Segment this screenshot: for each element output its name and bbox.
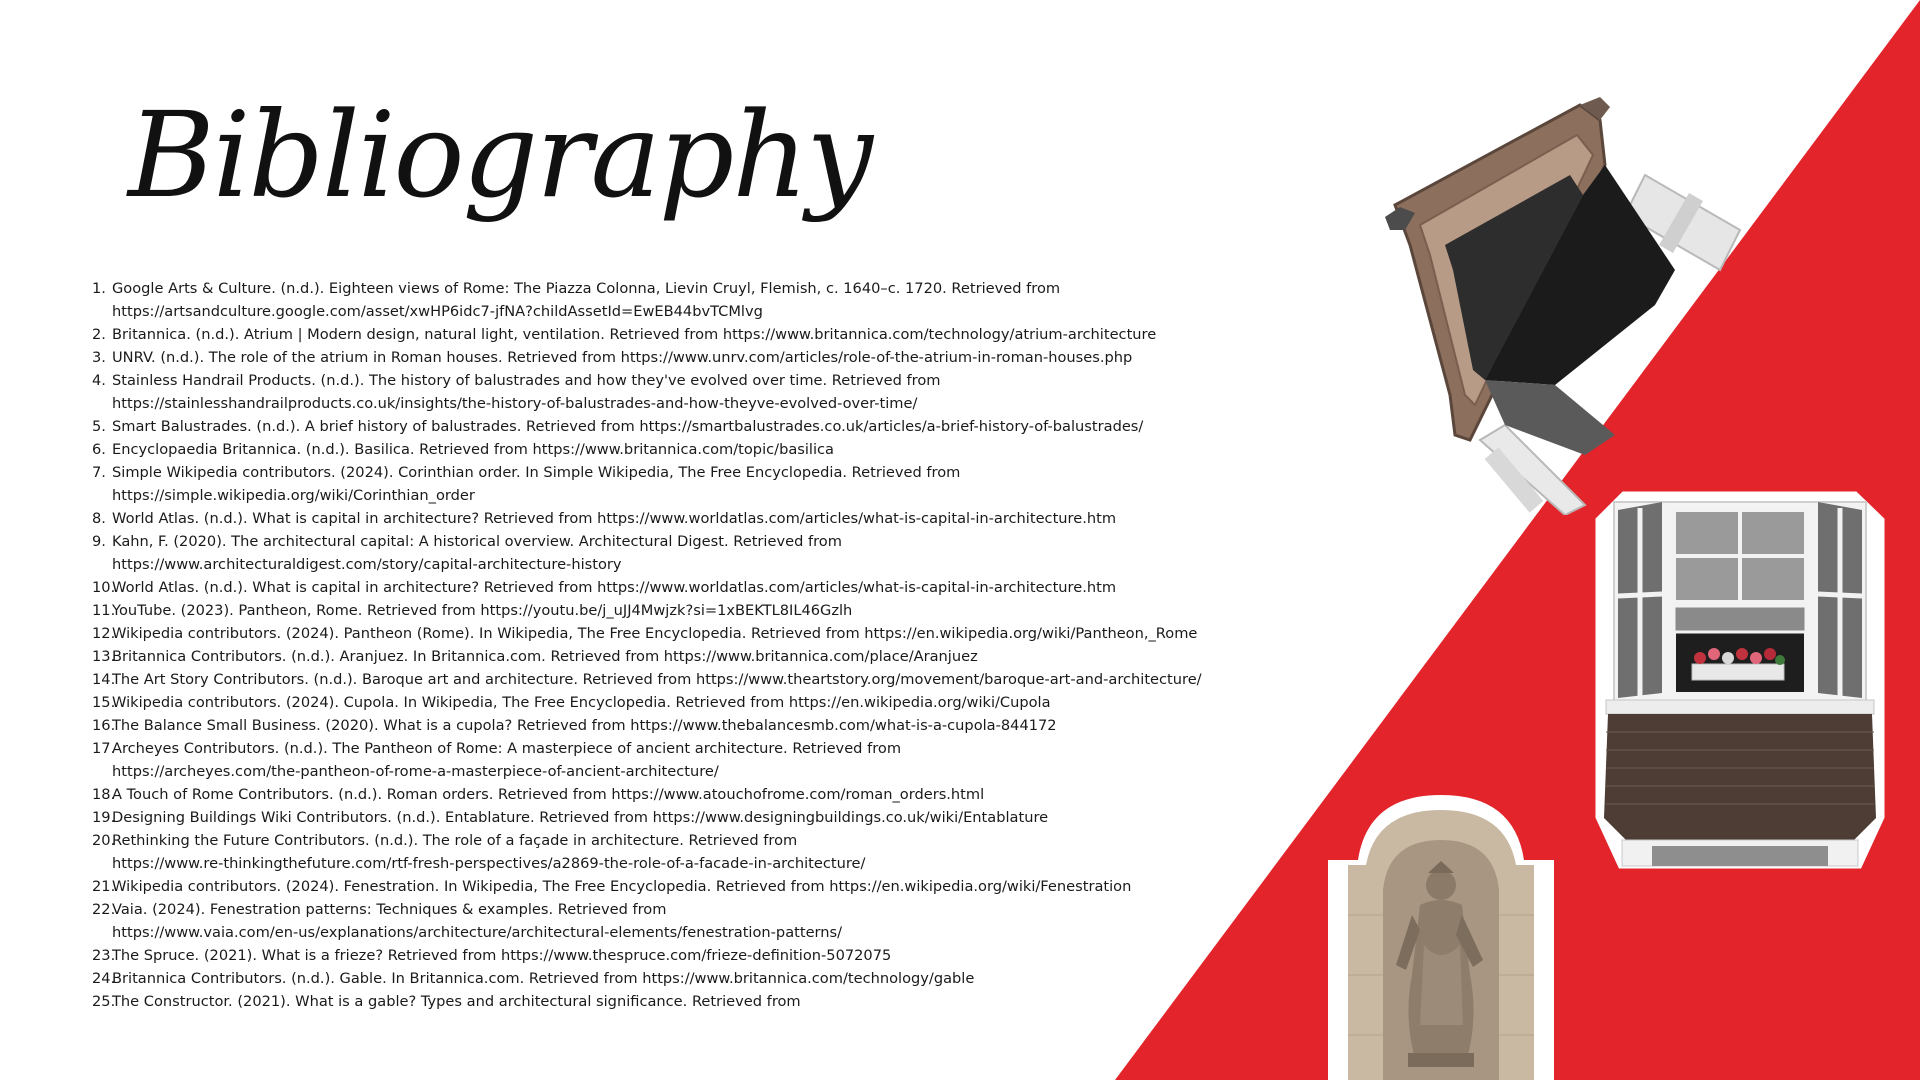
reference-number: 12.	[92, 625, 116, 642]
reference-item	[92, 967, 1252, 990]
reference-item	[92, 576, 1252, 599]
bay-window-photo	[1592, 488, 1888, 874]
reference-item	[92, 415, 1252, 438]
reference-text: The Art Story Contributors. (n.d.). Baroque art and architecture. Retrieved from https://www.theartstory.org/movement/baroque-art-and-architecture/	[112, 671, 1202, 688]
bibliography-list	[92, 277, 1252, 1013]
reference-text: Britannica Contributors. (n.d.). Aranjuez. In Britannica.com. Retrieved from https://www.britannica.com/place/Aranjuez	[112, 648, 978, 665]
reference-text: UNRV. (n.d.). The role of the atrium in Roman houses. Retrieved from https://www.unrv.com/articles/role-of-the-atrium-in-roman-houses.php	[112, 349, 1133, 366]
reference-text: Encyclopaedia Britannica. (n.d.). Basilica. Retrieved from https://www.britannica.com/topic/basilica	[112, 441, 835, 458]
reference-text: Wikipedia contributors. (2024). Pantheon (Rome). In Wikipedia, The Free Encyclopedia. Retrieved from https://en.wikipedia.org/wiki/Pantheon,_Rome	[112, 625, 1198, 642]
reference-number: 16.	[92, 717, 116, 734]
reference-number: 23.	[92, 947, 116, 964]
reference-url[interactable]: https://simple.wikipedia.org/wiki/Corinthian_order	[112, 487, 475, 504]
reference-item	[92, 369, 1252, 415]
reference-number: 6.	[92, 441, 106, 458]
reference-number: 8.	[92, 510, 106, 527]
reference-number: 15.	[92, 694, 116, 711]
reference-url[interactable]: https://artsandculture.google.com/asset/xwHP6idc7-jfNA?childAssetId=EwEB44bvTCMlvg	[112, 303, 763, 320]
reference-text: Britannica Contributors. (n.d.). Gable. In Britannica.com. Retrieved from https://www.britannica.com/technology/gable	[112, 970, 975, 987]
reference-item	[92, 691, 1252, 714]
reference-item	[92, 346, 1252, 369]
statue-niche-photo	[1328, 795, 1554, 1080]
reference-url[interactable]: https://stainlesshandrailproducts.co.uk/insights/the-history-of-balustrades-and-how-theyve-evolved-over-time/	[112, 395, 918, 412]
reference-number: 17.	[92, 740, 116, 757]
reference-text: Rethinking the Future Contributors. (n.d.). The role of a façade in architecture. Retrieved from	[112, 832, 798, 849]
reference-text: YouTube. (2023). Pantheon, Rome. Retrieved from https://youtu.be/j_uJJ4Mwjzk?si=1xBEKTL8IL46Gzlh	[112, 602, 853, 619]
reference-item	[92, 875, 1252, 898]
reference-text: The Balance Small Business. (2020). What is a cupola? Retrieved from https://www.thebalancesmb.com/what-is-a-cupola-844172	[112, 717, 1057, 734]
reference-url[interactable]: https://www.re-thinkingthefuture.com/rtf-fresh-perspectives/a2869-the-role-of-a-facade-in-architecture/	[112, 855, 866, 872]
reference-item	[92, 898, 1252, 944]
reference-text: The Constructor. (2021). What is a gable? Types and architectural significance. Retrieved from	[112, 993, 801, 1010]
reference-number: 13.	[92, 648, 116, 665]
page-title: Bibliography	[128, 86, 871, 224]
reference-text: Vaia. (2024). Fenestration patterns: Techniques & examples. Retrieved from	[112, 901, 667, 918]
reference-item	[92, 806, 1252, 829]
reference-number: 7.	[92, 464, 106, 481]
reference-item	[92, 277, 1252, 323]
reference-text: World Atlas. (n.d.). What is capital in architecture? Retrieved from https://www.worldatlas.com/articles/what-is-capital-in-architecture.htm	[112, 510, 1117, 527]
reference-url[interactable]: https://archeyes.com/the-pantheon-of-rome-a-masterpiece-of-ancient-architecture/	[112, 763, 719, 780]
reference-number: 25.	[92, 993, 116, 1010]
reference-item	[92, 829, 1252, 875]
reference-number: 4.	[92, 372, 106, 389]
reference-item	[92, 714, 1252, 737]
reference-url[interactable]: https://www.vaia.com/en-us/explanations/architecture/architectural-elements/fenestration-patterns/	[112, 924, 843, 941]
reference-number: 19.	[92, 809, 116, 826]
reference-number: 10.	[92, 579, 116, 596]
reference-item	[92, 599, 1252, 622]
reference-number: 11.	[92, 602, 116, 619]
reference-item	[92, 645, 1252, 668]
reference-number: 22.	[92, 901, 116, 918]
reference-text: Wikipedia contributors. (2024). Fenestration. In Wikipedia, The Free Encyclopedia. Retrieved from https://en.wikipedia.org/wiki/Fenestration	[112, 878, 1132, 895]
reference-text: Kahn, F. (2020). The architectural capital: A historical overview. Architectural Digest. Retrieved from	[112, 533, 842, 550]
reference-item	[92, 783, 1252, 806]
reference-item	[92, 668, 1252, 691]
reference-item	[92, 461, 1252, 507]
reference-text: World Atlas. (n.d.). What is capital in architecture? Retrieved from https://www.worldatlas.com/articles/what-is-capital-in-architecture.htm	[112, 579, 1117, 596]
reference-item	[92, 737, 1252, 783]
gable-photo	[1355, 95, 1755, 515]
reference-number: 9.	[92, 533, 106, 550]
reference-item	[92, 507, 1252, 530]
reference-item	[92, 438, 1252, 461]
reference-text: Archeyes Contributors. (n.d.). The Pantheon of Rome: A masterpiece of ancient architecture. Retrieved from	[112, 740, 902, 757]
reference-number: 5.	[92, 418, 106, 435]
reference-text: Stainless Handrail Products. (n.d.). The history of balustrades and how they've evolved over time. Retrieved from	[112, 372, 941, 389]
reference-text: Designing Buildings Wiki Contributors. (n.d.). Entablature. Retrieved from https://www.designingbuildings.co.uk/wiki/Entablature	[112, 809, 1049, 826]
reference-text: Smart Balustrades. (n.d.). A brief history of balustrades. Retrieved from https://smartbalustrades.co.uk/articles/a-brief-history-of-balustrades/	[112, 418, 1144, 435]
reference-number: 1.	[92, 280, 106, 297]
reference-number: 24.	[92, 970, 116, 987]
reference-text: Simple Wikipedia contributors. (2024). Corinthian order. In Simple Wikipedia, The Free Encyclopedia. Retrieved from	[112, 464, 961, 481]
flower-box	[1692, 664, 1784, 680]
reference-item	[92, 944, 1252, 967]
reference-item	[92, 990, 1252, 1013]
reference-item	[92, 530, 1252, 576]
reference-text: Google Arts & Culture. (n.d.). Eighteen views of Rome: The Piazza Colonna, Lievin Cruyl, Flemish, c. 1640–c. 1720. Retrieved from	[112, 280, 1061, 297]
reference-url[interactable]: https://www.architecturaldigest.com/story/capital-architecture-history	[112, 556, 622, 573]
reference-text: A Touch of Rome Contributors. (n.d.). Roman orders. Retrieved from https://www.atouchofrome.com/roman_orders.html	[112, 786, 985, 803]
reference-number: 21.	[92, 878, 116, 895]
reference-number: 14.	[92, 671, 116, 688]
reference-text: Britannica. (n.d.). Atrium | Modern design, natural light, ventilation. Retrieved from https://www.britannica.com/technology/atrium-architecture	[112, 326, 1157, 343]
reference-text: The Spruce. (2021). What is a frieze? Retrieved from https://www.thespruce.com/frieze-definition-5072075	[112, 947, 892, 964]
reference-number: 20.	[92, 832, 116, 849]
reference-number: 2.	[92, 326, 106, 343]
reference-item	[92, 622, 1252, 645]
reference-number: 3.	[92, 349, 106, 366]
reference-text: Wikipedia contributors. (2024). Cupola. In Wikipedia, The Free Encyclopedia. Retrieved from https://en.wikipedia.org/wiki/Cupola	[112, 694, 1051, 711]
reference-item	[92, 323, 1252, 346]
reference-number: 18.	[92, 786, 116, 803]
window-sill	[1606, 700, 1874, 714]
brick-base	[1604, 714, 1876, 840]
